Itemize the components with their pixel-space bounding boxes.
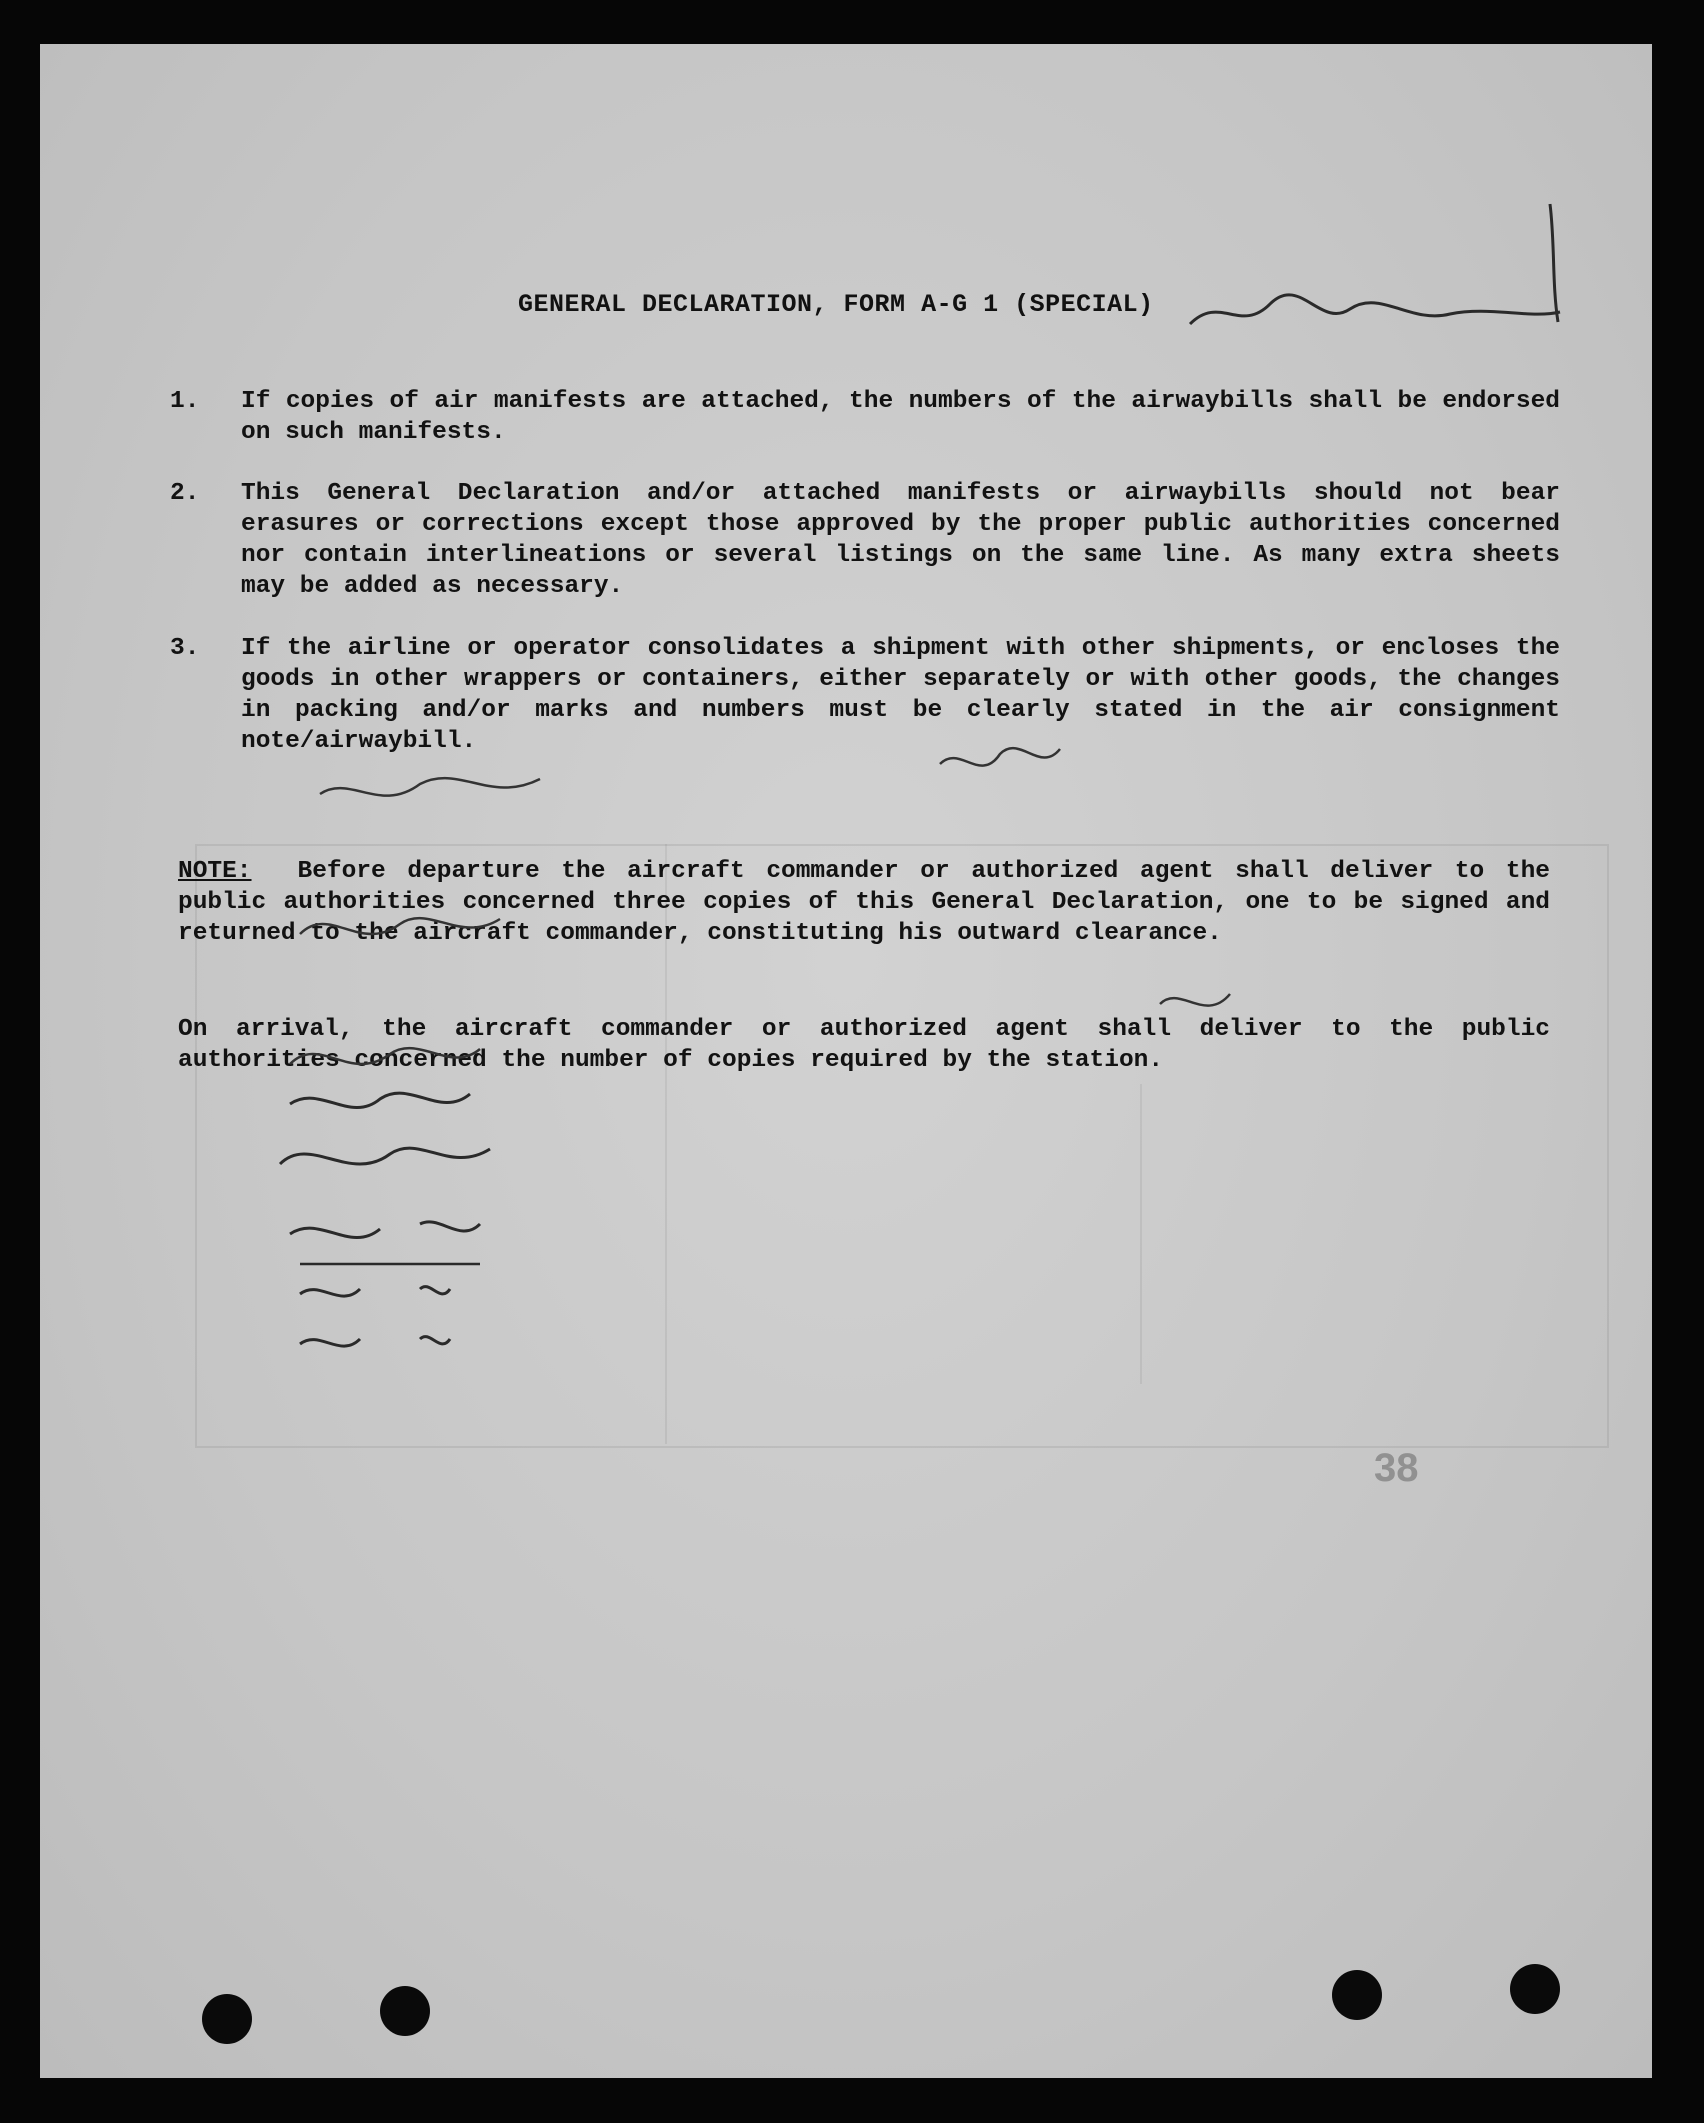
note-text: Before departure the aircraft commander or authorized agent shall deliver to the public authorities concerned three copies of this General Declaration, one to be signed and returned to the aircraft commander, constituting his outward clearance. xyxy=(178,858,1550,947)
page-number: 38 xyxy=(1374,1446,1419,1490)
punch-hole-icon xyxy=(1332,1970,1382,2020)
bleed-through-line xyxy=(1140,1084,1142,1384)
document-page xyxy=(40,44,1652,2078)
handwriting-mark xyxy=(1180,194,1580,374)
handwriting-mark xyxy=(270,1074,550,1374)
punch-hole-icon xyxy=(202,1994,252,2044)
instruction-item-2 xyxy=(170,478,1560,602)
punch-hole-icon xyxy=(1510,1964,1560,2014)
punch-hole-icon xyxy=(380,1986,430,2036)
item-text: This General Declaration and/or attached manifests or airwaybills should not bear erasures or corrections except those approved by the proper public authorities concerned nor contain interlineations or several listings on the same line. As many extra sheets may be added as necessary. xyxy=(241,480,1560,600)
item-number: 1. xyxy=(170,388,200,415)
instruction-item-1 xyxy=(170,386,1560,448)
handwriting-mark xyxy=(260,704,1260,1124)
arrival-paragraph: On arrival, the aircraft commander or authorized agent shall deliver to the public authorities concerned the number of copies required by the station. xyxy=(178,1016,1550,1074)
item-text: If the airline or operator consolidates a shipment with other shipments, or encloses the goods in other wrappers or containers, either separately or with other goods, the changes in packing and/or marks and numbers must be clearly stated in the air consignment note/airwaybill. xyxy=(241,635,1560,755)
item-number: 3. xyxy=(170,635,200,662)
item-number: 2. xyxy=(170,480,200,507)
note-label: NOTE: xyxy=(178,858,252,885)
item-text: If copies of air manifests are attached, the numbers of the airwaybills shall be endorsed on such manifests. xyxy=(241,388,1560,446)
form-title: GENERAL DECLARATION, FORM A-G 1 (SPECIAL) xyxy=(518,290,1154,319)
